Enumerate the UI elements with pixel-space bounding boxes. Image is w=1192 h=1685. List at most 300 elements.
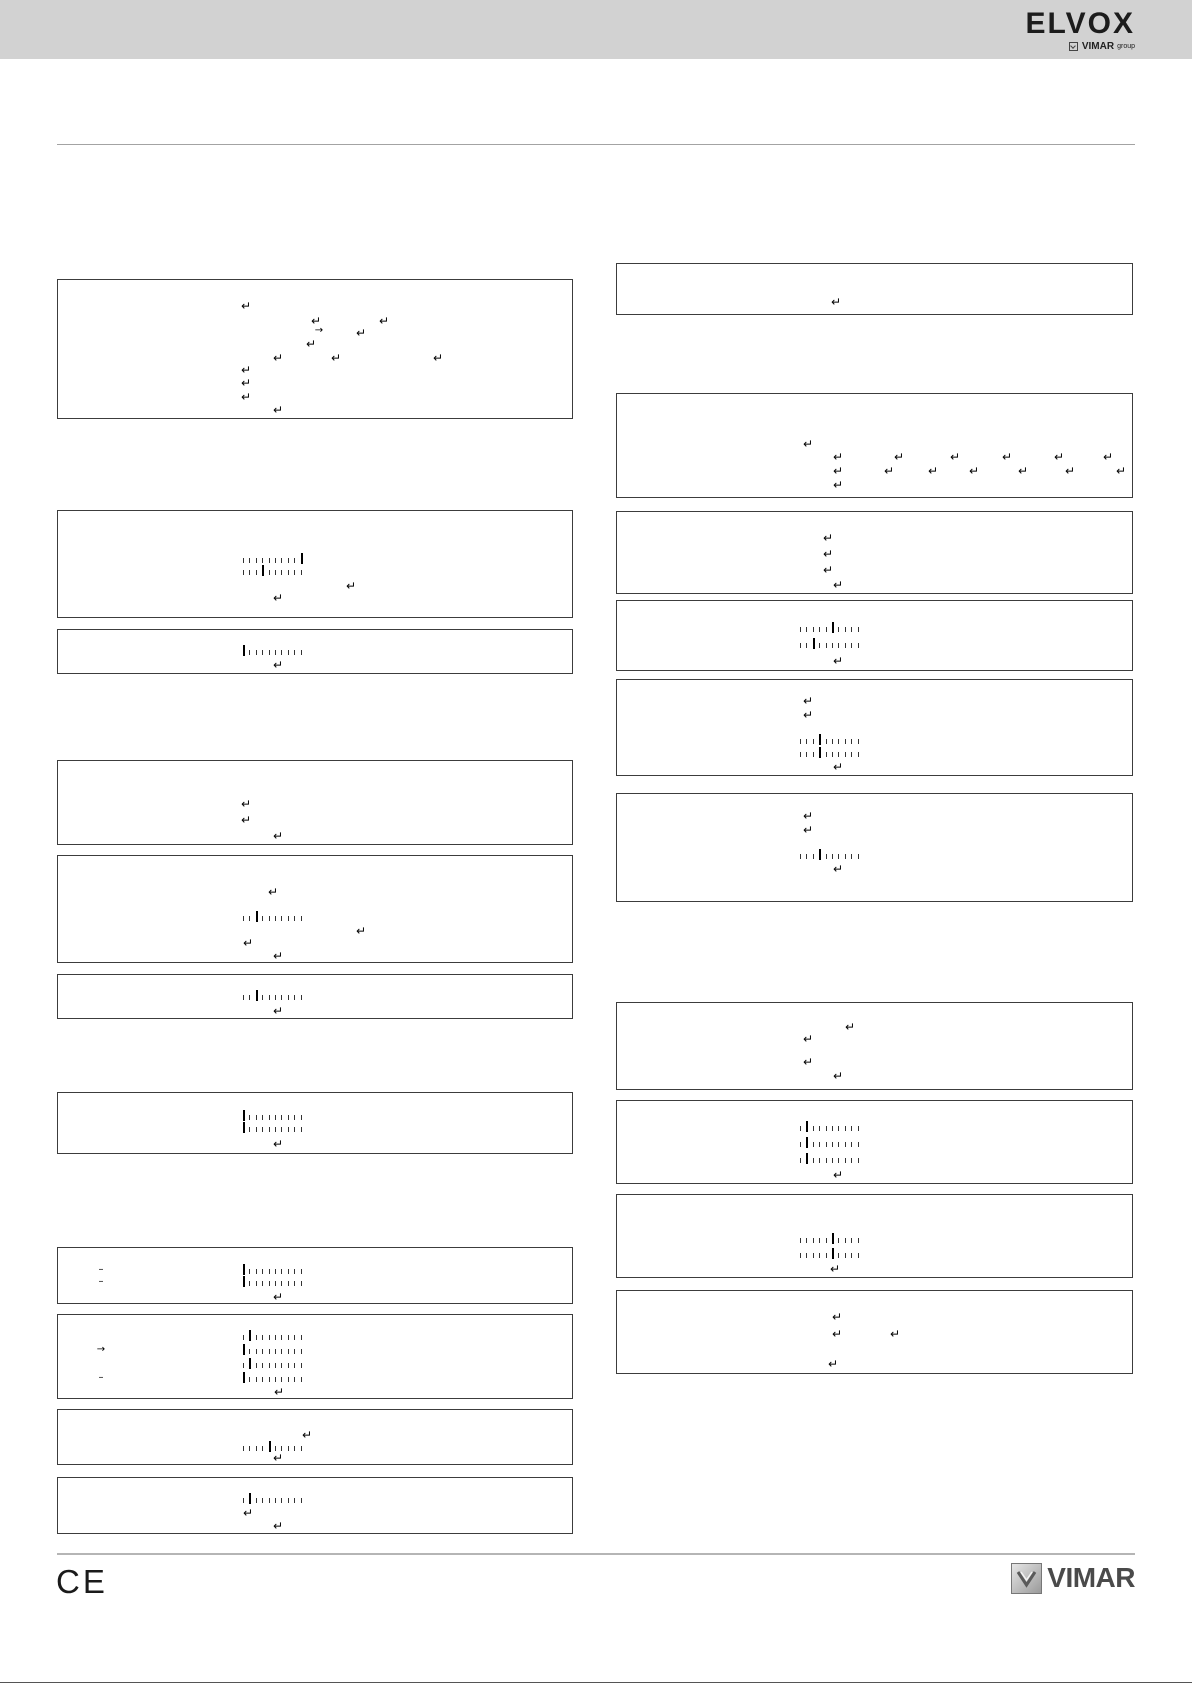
enter-icon: ↵: [833, 578, 844, 592]
scale-tick: [858, 752, 859, 757]
scale-tick: [256, 1127, 257, 1132]
enter-icon: ↵: [268, 885, 279, 899]
scale-tick: [826, 1126, 827, 1131]
instruction-box-left-1: [57, 279, 573, 419]
scale-marker: [832, 622, 834, 633]
scale-tick: [806, 752, 807, 757]
scale-tick: [249, 1115, 250, 1120]
scale-marker: [243, 1264, 245, 1275]
level-scale: [243, 565, 305, 577]
scale-marker: [301, 553, 303, 564]
instruction-box-left-9: [57, 1314, 573, 1399]
level-scale: [243, 911, 305, 923]
scale-tick: [275, 570, 276, 575]
scale-tick: [256, 570, 257, 575]
scale-tick: [826, 1158, 827, 1163]
scale-tick: [262, 1281, 263, 1286]
scale-tick: [301, 1127, 302, 1132]
scale-tick: [288, 1377, 289, 1382]
scale-tick: [275, 1115, 276, 1120]
enter-icon: ↵: [803, 708, 814, 722]
scale-tick: [294, 1349, 295, 1354]
scale-tick: [281, 1349, 282, 1354]
enter-icon: ↵: [241, 813, 252, 827]
scale-marker: [806, 1137, 808, 1148]
enter-icon: ↵: [1018, 464, 1029, 478]
scale-tick: [819, 643, 820, 648]
level-scale: [243, 1276, 305, 1288]
scale-tick: [819, 1158, 820, 1163]
scale-tick: [858, 739, 859, 744]
dash-mark: –: [98, 1276, 104, 1287]
enter-icon: ↵: [302, 1428, 313, 1442]
scale-tick: [301, 995, 302, 1000]
scale-tick: [269, 570, 270, 575]
scale-tick: [294, 558, 295, 563]
enter-icon: ↵: [1065, 464, 1076, 478]
scale-tick: [294, 916, 295, 921]
scale-tick: [813, 752, 814, 757]
scale-tick: [845, 1158, 846, 1163]
scale-tick: [294, 1281, 295, 1286]
enter-icon: ↵: [833, 478, 844, 492]
scale-tick: [281, 1363, 282, 1368]
level-scale: [800, 1153, 862, 1165]
scale-tick: [845, 1238, 846, 1243]
scale-tick: [301, 650, 302, 655]
scale-tick: [806, 739, 807, 744]
scale-tick: [262, 1127, 263, 1132]
scale-tick: [269, 1335, 270, 1340]
scale-tick: [294, 1115, 295, 1120]
vimar-chevron-icon: [1012, 1564, 1041, 1593]
top-divider: [57, 144, 1135, 145]
instruction-box-right-9: [616, 1194, 1133, 1278]
enter-icon: ↵: [833, 450, 844, 464]
scale-tick: [294, 1446, 295, 1451]
instruction-box-left-11: [57, 1477, 573, 1534]
dash-mark: –: [98, 1372, 104, 1383]
enter-icon: ↵: [823, 563, 834, 577]
level-scale: [243, 1264, 305, 1276]
scale-tick: [819, 1142, 820, 1147]
scale-tick: [288, 1335, 289, 1340]
scale-tick: [256, 1349, 257, 1354]
scale-tick: [826, 739, 827, 744]
bottom-divider: [57, 1553, 1135, 1555]
scale-tick: [301, 1446, 302, 1451]
scale-tick: [243, 558, 244, 563]
scale-tick: [281, 570, 282, 575]
arrow-icon: →: [314, 325, 324, 336]
scale-tick: [269, 916, 270, 921]
scale-tick: [838, 1142, 839, 1147]
level-scale: [243, 990, 305, 1002]
enter-icon: ↵: [241, 376, 252, 390]
scale-tick: [301, 1115, 302, 1120]
enter-icon: ↵: [306, 337, 317, 351]
enter-icon: ↵: [241, 390, 252, 404]
scale-tick: [826, 1142, 827, 1147]
scale-tick: [275, 1349, 276, 1354]
enter-icon: ↵: [273, 658, 284, 672]
enter-icon: ↵: [243, 1506, 254, 1520]
level-scale: [243, 1110, 305, 1122]
enter-icon: ↵: [832, 1327, 843, 1341]
enter-icon: ↵: [950, 450, 961, 464]
scale-tick: [262, 1498, 263, 1503]
scale-marker: [243, 1372, 245, 1383]
enter-icon: ↵: [803, 823, 814, 837]
scale-tick: [832, 1158, 833, 1163]
instruction-box-left-2: [57, 510, 573, 618]
instruction-box-right-1: [616, 263, 1133, 315]
scale-tick: [281, 1127, 282, 1132]
scale-tick: [838, 1253, 839, 1258]
scale-tick: [845, 1142, 846, 1147]
scale-tick: [819, 1126, 820, 1131]
enter-icon: ↵: [273, 949, 284, 963]
enter-icon: ↵: [273, 351, 284, 365]
scale-tick: [851, 739, 852, 744]
scale-tick: [858, 854, 859, 859]
scale-tick: [832, 1142, 833, 1147]
scale-tick: [269, 1269, 270, 1274]
scale-tick: [858, 1126, 859, 1131]
scale-tick: [262, 1377, 263, 1382]
level-scale: [243, 645, 305, 657]
scale-marker: [256, 990, 258, 1001]
enter-icon: ↵: [928, 464, 939, 478]
scale-tick: [838, 739, 839, 744]
enter-icon: ↵: [273, 829, 284, 843]
scale-tick: [819, 1253, 820, 1258]
scale-tick: [301, 1281, 302, 1286]
scale-tick: [256, 1498, 257, 1503]
enter-icon: ↵: [830, 1262, 841, 1276]
level-scale: [800, 1233, 862, 1245]
scale-tick: [262, 558, 263, 563]
scale-tick: [826, 752, 827, 757]
enter-icon: ↵: [831, 295, 842, 309]
scale-tick: [800, 1158, 801, 1163]
page-edge-line: [0, 1682, 1192, 1683]
scale-tick: [838, 1158, 839, 1163]
scale-tick: [256, 1446, 257, 1451]
vimar-group-suffix: group: [1117, 42, 1135, 50]
scale-tick: [813, 1253, 814, 1258]
level-scale: [800, 747, 862, 759]
enter-icon: ↵: [833, 464, 844, 478]
enter-icon: ↵: [832, 1310, 843, 1324]
scale-tick: [281, 1281, 282, 1286]
instruction-box-left-10: [57, 1409, 573, 1465]
scale-tick: [256, 1281, 257, 1286]
scale-tick: [851, 752, 852, 757]
scale-tick: [813, 854, 814, 859]
scale-tick: [281, 1115, 282, 1120]
enter-icon: ↵: [890, 1327, 901, 1341]
enter-icon: ↵: [1054, 450, 1065, 464]
enter-icon: ↵: [833, 862, 844, 876]
enter-icon: ↵: [241, 363, 252, 377]
scale-tick: [301, 1377, 302, 1382]
scale-tick: [301, 1269, 302, 1274]
scale-tick: [832, 752, 833, 757]
scale-tick: [838, 643, 839, 648]
scale-tick: [845, 752, 846, 757]
enter-icon: ↵: [828, 1357, 839, 1371]
scale-tick: [851, 1238, 852, 1243]
scale-tick: [806, 1253, 807, 1258]
scale-tick: [275, 995, 276, 1000]
scale-marker: [262, 565, 264, 576]
scale-tick: [269, 1281, 270, 1286]
level-scale: [243, 1122, 305, 1134]
scale-tick: [838, 627, 839, 632]
scale-marker: [819, 747, 821, 758]
scale-tick: [249, 995, 250, 1000]
scale-tick: [858, 1142, 859, 1147]
enter-icon: ↵: [803, 694, 814, 708]
level-scale: [243, 1330, 305, 1342]
scale-tick: [288, 1349, 289, 1354]
scale-tick: [243, 570, 244, 575]
scale-tick: [281, 995, 282, 1000]
enter-icon: ↵: [356, 924, 367, 938]
instruction-box-left-7: [57, 1092, 573, 1154]
dash-mark: –: [98, 1264, 104, 1275]
header-band: [0, 0, 1192, 59]
scale-tick: [838, 752, 839, 757]
scale-marker: [269, 1441, 271, 1452]
scale-tick: [262, 650, 263, 655]
scale-marker: [806, 1121, 808, 1132]
enter-icon: ↵: [803, 437, 814, 451]
scale-tick: [288, 570, 289, 575]
scale-marker: [256, 911, 258, 922]
instruction-box-right-8: [616, 1100, 1133, 1184]
enter-icon: ↵: [845, 1020, 856, 1034]
enter-icon: ↵: [1002, 450, 1013, 464]
scale-tick: [281, 558, 282, 563]
scale-tick: [269, 650, 270, 655]
scale-tick: [288, 1269, 289, 1274]
scale-tick: [294, 1377, 295, 1382]
arrow-icon: →: [96, 1344, 106, 1355]
scale-tick: [269, 1115, 270, 1120]
scale-tick: [269, 995, 270, 1000]
enter-icon: ↵: [379, 314, 390, 328]
scale-tick: [301, 1335, 302, 1340]
level-scale: [800, 734, 862, 746]
scale-tick: [845, 739, 846, 744]
scale-tick: [851, 1158, 852, 1163]
scale-tick: [301, 916, 302, 921]
scale-tick: [832, 854, 833, 859]
scale-tick: [256, 1335, 257, 1340]
scale-tick: [281, 1335, 282, 1340]
scale-tick: [281, 650, 282, 655]
scale-tick: [294, 995, 295, 1000]
scale-tick: [851, 854, 852, 859]
instruction-box-right-3: [616, 511, 1133, 594]
scale-tick: [262, 1349, 263, 1354]
enter-icon: ↵: [823, 547, 834, 561]
scale-tick: [269, 1349, 270, 1354]
instruction-box-right-7: [616, 1002, 1133, 1090]
scale-marker: [249, 1493, 251, 1504]
vimar-group-name: VIMAR: [1081, 40, 1115, 52]
enter-icon: ↵: [1116, 464, 1127, 478]
enter-icon: ↵: [273, 1004, 284, 1018]
scale-tick: [813, 627, 814, 632]
scale-tick: [275, 650, 276, 655]
vimar-mini-icon: [1069, 42, 1078, 51]
enter-icon: ↵: [969, 464, 980, 478]
level-scale: [800, 638, 862, 650]
scale-tick: [806, 854, 807, 859]
scale-tick: [800, 854, 801, 859]
scale-tick: [832, 643, 833, 648]
scale-tick: [800, 1253, 801, 1258]
scale-tick: [838, 1238, 839, 1243]
scale-tick: [249, 570, 250, 575]
scale-tick: [249, 1446, 250, 1451]
scale-tick: [275, 1127, 276, 1132]
enter-icon: ↵: [833, 760, 844, 774]
scale-tick: [262, 1115, 263, 1120]
vimar-logo-text: VIMAR: [1047, 1562, 1135, 1593]
scale-tick: [243, 995, 244, 1000]
vimar-group-logo: [1069, 40, 1135, 52]
scale-tick: [301, 1349, 302, 1354]
scale-marker: [832, 1248, 834, 1259]
scale-tick: [269, 1363, 270, 1368]
scale-tick: [256, 1115, 257, 1120]
scale-marker: [813, 638, 815, 649]
ce-mark: CE: [56, 1563, 108, 1600]
scale-tick: [249, 558, 250, 563]
scale-tick: [275, 1335, 276, 1340]
scale-marker: [243, 645, 245, 656]
scale-tick: [819, 627, 820, 632]
vimar-logo: [1011, 1562, 1135, 1594]
scale-tick: [262, 995, 263, 1000]
scale-tick: [301, 570, 302, 575]
level-scale: [800, 1137, 862, 1149]
scale-tick: [858, 1158, 859, 1163]
scale-marker: [243, 1344, 245, 1355]
scale-tick: [851, 1142, 852, 1147]
scale-tick: [275, 1498, 276, 1503]
scale-tick: [301, 1363, 302, 1368]
scale-tick: [800, 1238, 801, 1243]
scale-marker: [243, 1276, 245, 1287]
enter-icon: ↵: [433, 351, 444, 365]
scale-tick: [249, 1281, 250, 1286]
enter-icon: ↵: [273, 403, 284, 417]
scale-tick: [288, 650, 289, 655]
scale-tick: [275, 1377, 276, 1382]
scale-tick: [813, 739, 814, 744]
scale-marker: [819, 849, 821, 860]
scale-tick: [288, 1281, 289, 1286]
enter-icon: ↵: [273, 1519, 284, 1533]
scale-tick: [806, 643, 807, 648]
scale-tick: [813, 1126, 814, 1131]
instruction-box-left-3: [57, 629, 573, 674]
scale-tick: [288, 1127, 289, 1132]
enter-icon: ↵: [273, 591, 284, 605]
scale-marker: [243, 1122, 245, 1133]
scale-tick: [806, 1238, 807, 1243]
enter-icon: ↵: [273, 1290, 284, 1304]
scale-tick: [256, 1363, 257, 1368]
scale-tick: [826, 1238, 827, 1243]
enter-icon: ↵: [273, 1137, 284, 1151]
scale-tick: [845, 627, 846, 632]
enter-icon: ↵: [311, 314, 322, 328]
instruction-box-left-8: [57, 1247, 573, 1304]
scale-tick: [269, 1377, 270, 1382]
scale-tick: [281, 916, 282, 921]
scale-tick: [858, 1238, 859, 1243]
scale-tick: [288, 558, 289, 563]
scale-tick: [826, 643, 827, 648]
scale-tick: [288, 1446, 289, 1451]
scale-tick: [243, 1335, 244, 1340]
enter-icon: ↵: [833, 1069, 844, 1083]
scale-tick: [851, 1126, 852, 1131]
scale-tick: [256, 558, 257, 563]
instruction-box-left-4: [57, 760, 573, 845]
scale-marker: [806, 1153, 808, 1164]
scale-tick: [281, 1498, 282, 1503]
scale-tick: [845, 1253, 846, 1258]
scale-marker: [249, 1330, 251, 1341]
enter-icon: ↵: [803, 1032, 814, 1046]
scale-tick: [819, 1238, 820, 1243]
enter-icon: ↵: [803, 809, 814, 823]
scale-tick: [800, 752, 801, 757]
scale-tick: [262, 1446, 263, 1451]
vimar-logo-icon: [1011, 1563, 1042, 1594]
level-scale: [243, 1372, 305, 1384]
scale-tick: [281, 1269, 282, 1274]
scale-tick: [275, 1363, 276, 1368]
scale-tick: [281, 1377, 282, 1382]
scale-tick: [249, 650, 250, 655]
enter-icon: ↵: [346, 579, 357, 593]
instruction-box-right-10: [616, 1290, 1133, 1374]
enter-icon: ↵: [243, 936, 254, 950]
scale-tick: [243, 1363, 244, 1368]
scale-tick: [858, 1253, 859, 1258]
enter-icon: ↵: [356, 326, 367, 340]
scale-tick: [288, 1498, 289, 1503]
scale-tick: [832, 739, 833, 744]
instruction-box-left-5: [57, 855, 573, 963]
scale-tick: [249, 1269, 250, 1274]
scale-tick: [249, 1127, 250, 1132]
scale-tick: [275, 1281, 276, 1286]
scale-marker: [819, 734, 821, 745]
level-scale: [243, 1344, 305, 1356]
scale-tick: [269, 1127, 270, 1132]
instruction-box-right-4: [616, 600, 1133, 671]
scale-tick: [294, 1127, 295, 1132]
